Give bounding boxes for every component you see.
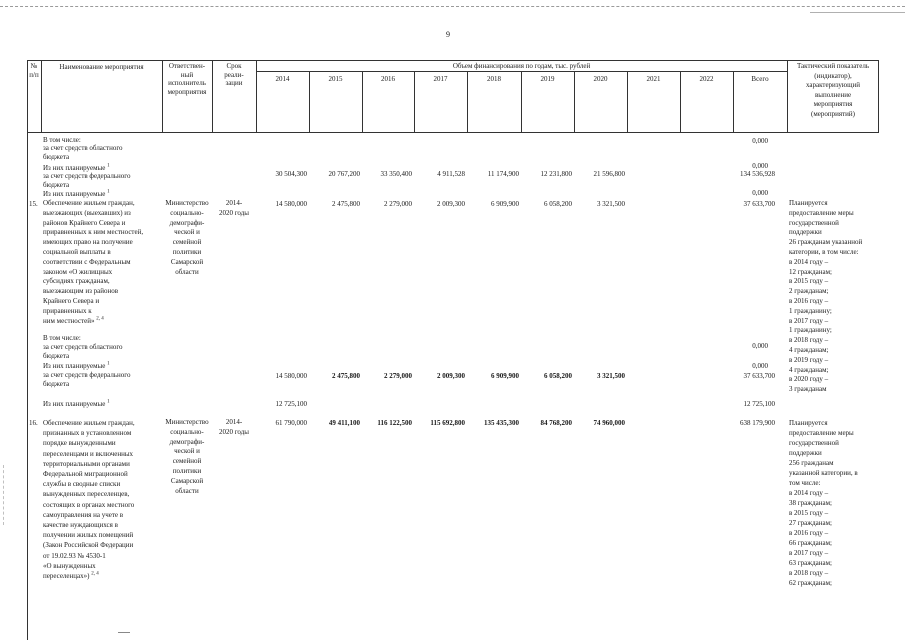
- row15-in-that-number: В том числе:: [43, 334, 81, 342]
- cont-federal-value: 20 767,200: [328, 170, 360, 178]
- header-year: 2021: [646, 75, 661, 83]
- cont-regional-budget: за счет средств областного бюджета: [43, 144, 123, 161]
- cont-planned: Из них планируемые $^1$: [43, 163, 110, 172]
- row16-value: 115 692,800: [430, 419, 465, 427]
- row16-num: 16.: [29, 419, 38, 427]
- row15-federal-value: 2 475,800: [332, 372, 360, 380]
- header-year: 2015: [328, 75, 343, 83]
- header-year: 2019: [540, 75, 555, 83]
- cont-planned-2-total: 0,000: [752, 189, 768, 197]
- row16-value: 116 122,500: [377, 419, 412, 427]
- row15-federal-total: 37 633,700: [743, 372, 775, 380]
- row15-federal-value: 6 909,900: [491, 372, 519, 380]
- header-total: Всего: [751, 75, 769, 83]
- cont-federal-value: 11 174,900: [487, 170, 519, 178]
- row16-value: 74 960,000: [593, 419, 625, 427]
- row15-value: 2 009,300: [437, 200, 465, 208]
- cont-federal-budget: за счет средств федерального бюджета: [43, 172, 131, 189]
- cont-regional-total: 0,000: [752, 137, 768, 145]
- row15-name: Обеспечение жильем граждан, выезжающих (выехавших) из районов Крайнего Севера и приравненных к ним местностей, имеющих право на получение социальной выплаты в соответствии с Федеральным законом «О жилищных субсидиях гражданам, выезжающим из районов Крайнего Севера и приравненных к ним местностей» $^{2, 4}$: [43, 199, 144, 325]
- row15-regional-budget: за счет средств областного бюджета: [43, 343, 123, 360]
- scan-edge-line: [0, 6, 905, 7]
- cont-federal-value: 30 504,300: [275, 170, 307, 178]
- row16-value: 135 435,300: [484, 419, 519, 427]
- row15-regional-total: 0,000: [752, 342, 768, 350]
- row15-total: 37 633,700: [743, 200, 775, 208]
- row15-planned: Из них планируемые $^1$: [43, 361, 110, 370]
- header-responsible: Ответствен- ный исполнитель мероприятия: [167, 62, 207, 96]
- scan-edge-line: [810, 12, 905, 13]
- row15-federal-value: 14 580,000: [275, 372, 307, 380]
- row15-value: 6 909,900: [491, 200, 519, 208]
- row16-total: 638 179,900: [740, 419, 775, 427]
- cont-planned-total: 0,000: [752, 162, 768, 170]
- row15-value: 6 058,200: [544, 200, 572, 208]
- row15-responsible: Министерство социально- демографи- ческой и семейной политики Самарской области: [165, 199, 209, 276]
- header-year: 2017: [433, 75, 448, 83]
- row15-value: 14 580,000: [275, 200, 307, 208]
- row15-federal-value: 2 009,300: [437, 372, 465, 380]
- row16-responsible: Министерство социально- демографи- ческой и семейной политики Самарской области: [165, 418, 209, 495]
- header-indicator: Тактический показатель (индикатор), характеризующий выполнение мероприятия (мероприятий): [796, 62, 870, 118]
- row15-value: 2 279,000: [384, 200, 412, 208]
- row16-value: 49 411,100: [328, 419, 360, 427]
- grid-line: [27, 60, 28, 640]
- financing-table: [27, 60, 879, 640]
- header-year: 2014: [275, 75, 290, 83]
- header-year: 2022: [699, 75, 714, 83]
- cont-federal-value: 33 350,400: [380, 170, 412, 178]
- row16-value: 84 768,200: [540, 419, 572, 427]
- row15-planned-2-2014: 12 725,100: [275, 400, 307, 408]
- header-year: 2018: [487, 75, 501, 83]
- cont-federal-value: 12 231,800: [540, 170, 572, 178]
- grid-line: [27, 132, 879, 133]
- header-term: Срок реали- зации: [224, 62, 244, 87]
- row15-value: 2 475,800: [332, 200, 360, 208]
- row15-planned-2-total: 12 725,100: [743, 400, 775, 408]
- cont-federal-value: 21 596,800: [593, 170, 625, 178]
- row15-indicator: Планируется предоставление меры государственной поддержки 26 гражданам указанной категории, в том числе: в 2014 году – 12 гражданам; в 2015 году – 2 гражданам; в 2016 году – 1 гражданину; в 2017 году – 1 гражданину; в 2018 году – 4 гражданам; в 2019 году – 4 гражданам; в 2020 году – 3 гражданам: [789, 199, 863, 394]
- header-name: Наименование мероприятия: [59, 63, 144, 71]
- row15-federal-value: 3 321,500: [597, 372, 625, 380]
- row15-federal-value: 2 279,000: [384, 372, 412, 380]
- row16-name: Обеспечение жильем граждан, признанных в установленном порядке вынужденными переселенцами и включенных территориальными органами Федеральной миграционной службы в сводные списки вынужденных переселенцев, состоящих в органах местного самоуправления на учете в качестве нуждающихся в получении жилых помещений (Закон Российской Федерации от 19.02.93 № 4530-1 «О вынужденных переселенцах») $^{2, 4}$: [43, 419, 135, 581]
- page-number: 9: [446, 30, 450, 39]
- row15-term: 2014- 2020 годы: [218, 199, 249, 217]
- cont-federal-total: 134 536,928: [740, 170, 775, 178]
- cont-planned-2: Из них планируемые $^1$: [43, 189, 110, 198]
- row15-num: 15.: [29, 200, 38, 208]
- row16-indicator: Планируется предоставление меры государственной поддержки 256 гражданам указанной категории, в том числе: в 2014 году – 38 гражданам; в 2015 году – 27 гражданам; в 2016 году – 66 гражданам; в 2017 году – 63 гражданам; в 2018 году – 62 гражданам;: [789, 419, 858, 587]
- row16-value: 61 790,000: [275, 419, 307, 427]
- header-year: 2020: [593, 75, 608, 83]
- header-num: № п/п: [29, 62, 39, 79]
- row15-planned-2: Из них планируемые $^1$: [43, 399, 110, 408]
- row16-term: 2014- 2020 годы: [218, 418, 249, 436]
- row15-federal-value: 6 058,200: [544, 372, 572, 380]
- cont-in-that-number: В том числе:: [43, 136, 81, 144]
- header-year: 2016: [381, 75, 395, 83]
- cont-federal-value: 4 911,528: [437, 170, 465, 178]
- margin-dashes: [3, 465, 6, 525]
- row15-value: 3 321,500: [597, 200, 625, 208]
- header-financing: Объем финансирования по годам, тыс. рублей: [452, 62, 591, 70]
- row15-federal-budget: за счет средств федерального бюджета: [43, 371, 131, 388]
- row15-planned-total: 0,000: [752, 362, 768, 370]
